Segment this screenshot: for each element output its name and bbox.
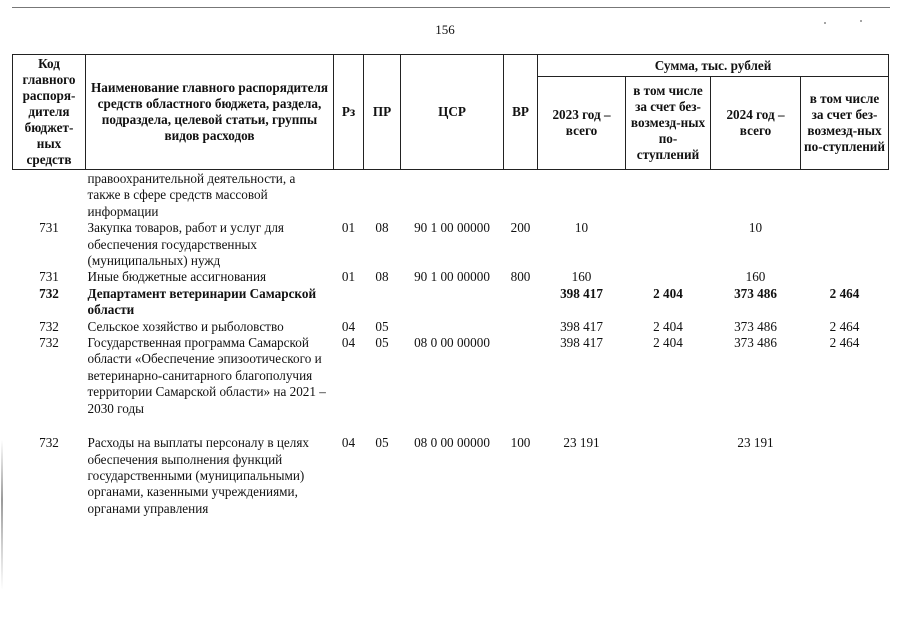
col-header-pr: ПР bbox=[364, 55, 401, 170]
cell-2023-gratuitous bbox=[626, 269, 711, 285]
cell-2023-total: 23 191 bbox=[563, 435, 600, 451]
cell-pr: 05 bbox=[375, 335, 389, 351]
cell-2023-gratuitous: 2 404 bbox=[653, 285, 683, 301]
cell-name: правоохранительной деятельности, а также в сфере средств массовой информации bbox=[87, 171, 296, 219]
cell-2023-gratuitous bbox=[626, 170, 711, 221]
table-body bbox=[13, 170, 889, 518]
col-header-sum-group: Сумма, тыс. рублей bbox=[538, 55, 889, 77]
scan-speck bbox=[860, 20, 862, 22]
cell-pr: 05 bbox=[375, 435, 389, 451]
cell-csr: 08 0 00 00000 bbox=[414, 335, 490, 351]
cell-rz: 04 bbox=[341, 335, 356, 351]
cell-name: Иные бюджетные ассигнования bbox=[87, 269, 267, 285]
col-header-code: Код главного распоря-дителя бюджет-ных средств bbox=[13, 55, 86, 170]
cell-2024-gratuitous: 2 464 bbox=[829, 335, 860, 351]
cell-name: Департамент ветеринарии Самарской области bbox=[87, 285, 317, 318]
cell-csr bbox=[401, 319, 504, 335]
cell-code: 732 bbox=[39, 335, 59, 351]
cell-2023-gratuitous bbox=[626, 435, 711, 517]
cell-rz: 04 bbox=[341, 318, 356, 334]
cell-pr: 08 bbox=[375, 269, 389, 285]
cell-vr: 800 bbox=[510, 269, 531, 285]
cell-vr bbox=[504, 286, 538, 319]
cell-name: Сельское хозяйство и рыболовство bbox=[87, 318, 284, 334]
cell-code: 731 bbox=[39, 220, 59, 236]
cell-rz: 01 bbox=[341, 269, 356, 285]
cell-2023-gratuitous: 2 404 bbox=[653, 318, 683, 334]
cell-name: Закупка товаров, работ и услуг для обеспечения государственных (муниципальных) нужд bbox=[87, 220, 284, 269]
table-row bbox=[13, 335, 889, 435]
table-row bbox=[13, 220, 889, 269]
table-row bbox=[13, 170, 889, 221]
header-row-1 bbox=[13, 55, 889, 77]
cell-2024-total: 373 486 bbox=[734, 318, 777, 334]
col-header-name: Наименование главного распорядителя средств областного бюджета, раздела, подраздела, целевой статьи, группы видов расходов bbox=[86, 55, 334, 170]
cell-code: 731 bbox=[39, 269, 59, 285]
cell-2024-total: 23 191 bbox=[737, 435, 774, 451]
cell-2024-gratuitous bbox=[801, 220, 889, 269]
cell-2024-total: 10 bbox=[748, 220, 763, 236]
cell-2024-gratuitous bbox=[801, 170, 889, 221]
cell-2023-total bbox=[538, 170, 626, 221]
cell-rz: 01 bbox=[341, 220, 356, 236]
cell-rz: 04 bbox=[341, 435, 356, 451]
cell-vr bbox=[504, 170, 538, 221]
cell-2024-total bbox=[711, 170, 801, 221]
cell-code: 732 bbox=[39, 435, 59, 451]
cell-csr: 90 1 00 00000 bbox=[414, 220, 490, 236]
cell-2024-total: 160 bbox=[745, 269, 766, 285]
cell-2023-total: 398 417 bbox=[560, 335, 603, 351]
budget-table bbox=[12, 54, 889, 517]
cell-2024-gratuitous: 2 464 bbox=[829, 318, 860, 334]
cell-2024-total: 373 486 bbox=[734, 285, 777, 301]
cell-2024-gratuitous bbox=[801, 269, 889, 285]
cell-2023-total: 398 417 bbox=[560, 318, 603, 334]
cell-vr bbox=[504, 335, 538, 435]
cell-vr: 200 bbox=[510, 220, 531, 236]
cell-csr bbox=[401, 170, 504, 221]
cell-pr: 08 bbox=[375, 220, 389, 236]
cell-csr bbox=[401, 286, 504, 319]
col-header-2024-total: 2024 год – всего bbox=[711, 77, 801, 170]
cell-csr: 08 0 00 00000 bbox=[414, 435, 490, 451]
col-header-csr: ЦСР bbox=[401, 55, 504, 170]
cell-code: 732 bbox=[39, 285, 59, 301]
col-header-2023-gratuitous: в том числе за счет без-возмезд-ных по-ступлений bbox=[626, 77, 711, 170]
cell-vr: 100 bbox=[510, 435, 531, 451]
cell-2024-total: 373 486 bbox=[734, 335, 777, 351]
col-header-2024-gratuitous: в том числе за счет без-возмезд-ных по-ступлений bbox=[801, 77, 889, 170]
cell-2023-gratuitous: 2 404 bbox=[653, 335, 683, 351]
table-row bbox=[13, 435, 889, 517]
cell-2024-gratuitous bbox=[801, 435, 889, 517]
col-header-2023-total: 2023 год – всего bbox=[538, 77, 626, 170]
table-row bbox=[13, 269, 889, 285]
cell-rz bbox=[334, 286, 364, 319]
cell-pr bbox=[364, 286, 401, 319]
page-number: 156 bbox=[435, 22, 455, 37]
cell-name: Расходы на выплаты персоналу в целях обеспечения выполнения функций государственными (муниципальными) органами, казенными учреждениями, органами управления bbox=[87, 435, 310, 516]
cell-code bbox=[13, 170, 86, 221]
cell-2024-gratuitous: 2 464 bbox=[829, 285, 860, 301]
cell-pr bbox=[364, 170, 401, 221]
scan-speck bbox=[824, 22, 826, 24]
scan-edge-shadow bbox=[1, 440, 3, 590]
cell-2023-total: 398 417 bbox=[560, 285, 603, 301]
cell-pr: 05 bbox=[375, 318, 389, 334]
cell-2023-total: 160 bbox=[571, 269, 592, 285]
table-row bbox=[13, 286, 889, 319]
col-header-vr: ВР bbox=[504, 55, 538, 170]
cell-csr: 90 1 00 00000 bbox=[414, 269, 490, 285]
cell-2023-gratuitous bbox=[626, 220, 711, 269]
cell-rz bbox=[334, 170, 364, 221]
cell-vr bbox=[504, 319, 538, 335]
cell-code: 732 bbox=[39, 318, 59, 334]
table-header bbox=[13, 55, 889, 170]
table-row bbox=[13, 319, 889, 335]
cell-2023-total: 10 bbox=[574, 220, 589, 236]
top-border-line bbox=[12, 7, 890, 8]
cell-name: Государственная программа Самарской области «Обеспечение эпизоотического и ветеринарно-санитарного благополучия территории Самарской области» на 2021 – 2030 годы bbox=[87, 335, 326, 416]
col-header-rz: Рз bbox=[334, 55, 364, 170]
